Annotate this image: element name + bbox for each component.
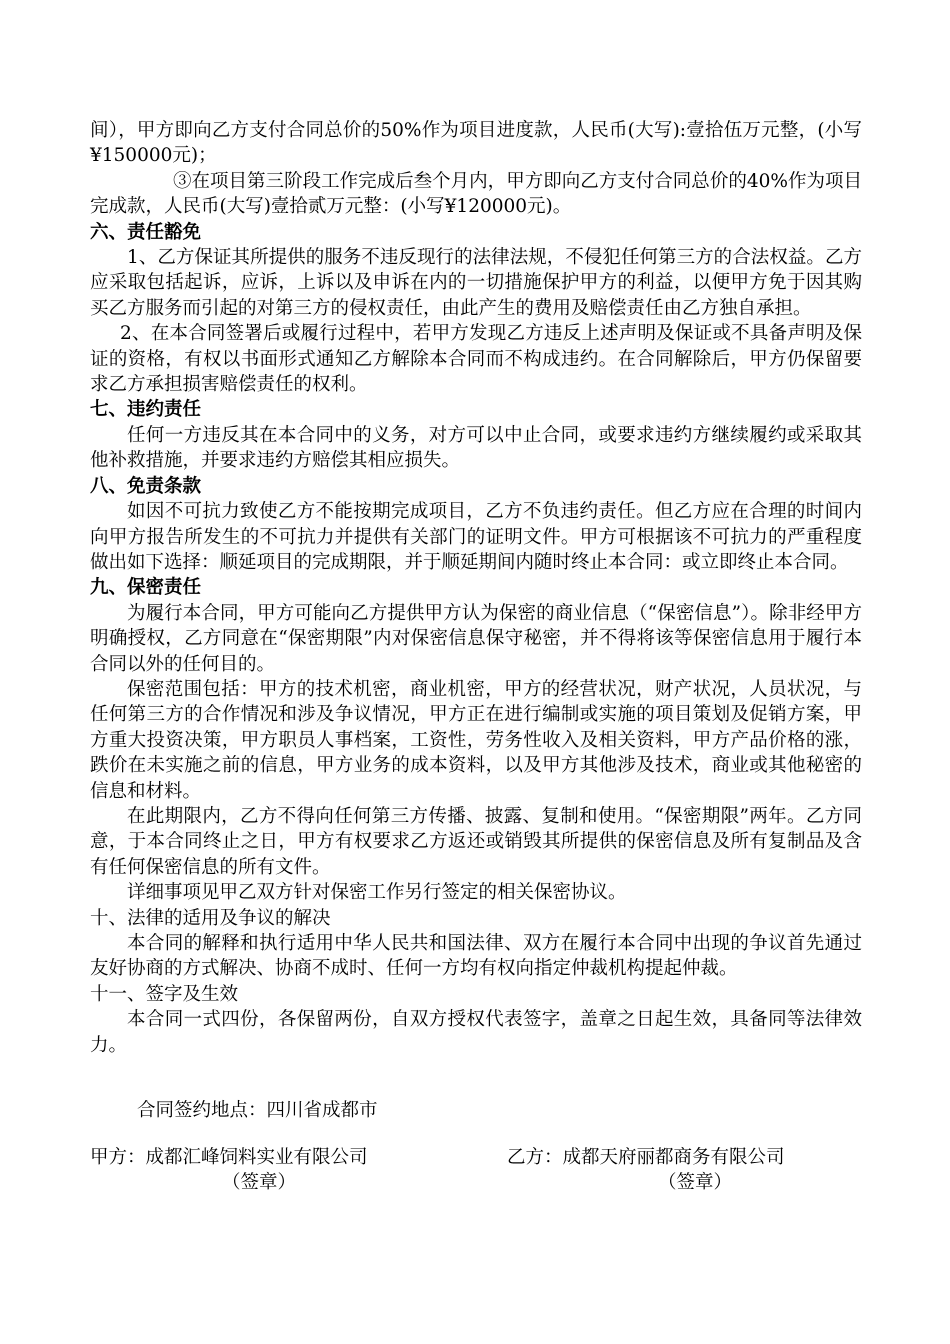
section-title-governing-law: 十、法律的适用及争议的解决 bbox=[90, 907, 331, 929]
governing-law-paragraph: 本合同的解释和执行适用中华人民共和国法律、双方在履行本合同中出现的争议首先通过友好协商的方式解决、协商不成时、任何一方均有权向指定仲裁机构提起仲裁。 bbox=[90, 933, 862, 980]
confidentiality-paragraph-4: 详细事项见甲乙双方针对保密工作另行签定的相关保密协议。 bbox=[127, 882, 627, 904]
section-title-signature-effect: 十一、签字及生效 bbox=[90, 983, 239, 1005]
spacer bbox=[90, 1058, 862, 1098]
party-a-seal: （签章） bbox=[222, 1172, 297, 1194]
signing-location: 合同签约地点：四川省成都市 bbox=[137, 1100, 378, 1122]
force-majeure-paragraph: 如因不可抗力致使乙方不能按期完成项目，乙方不负违约责任。但乙方应在合理的时间内向甲方报告所发生的不可抗力并提供有关部门的证明文件。甲方可根据该不可抗力的严重程度做出如下选择：顺延项目的完成期限，并于顺延期间内随时终止本合同：或立即终止本合同。 bbox=[90, 501, 862, 573]
breach-paragraph: 任何一方违反其在本合同中的义务，对方可以中止合同，或要求违约方继续履约或采取其他补救措施，并要求违约方赔偿其相应损失。 bbox=[90, 424, 862, 472]
party-b-seal: （签章） bbox=[658, 1172, 733, 1194]
signature-effect-paragraph: 本合同一式四份，各保留两份，自双方授权代表签字，盖章之日起生效，具备同等法律效力。 bbox=[90, 1009, 862, 1056]
payment-progress-clause: 间），甲方即向乙方支付合同总价的50%作为项目进度款，人民币(大写):壹拾伍万元整，(小写¥150000元)； bbox=[90, 120, 862, 167]
party-b-name: 乙方：成都天府丽都商务有限公司 bbox=[507, 1147, 785, 1169]
confidentiality-paragraph-1: 为履行本合同，甲方可能向乙方提供甲方认为保密的商业信息（“保密信息”）。除非经甲方明确授权，乙方同意在“保密期限”内对保密信息保守秘密，并不得将该等保密信息用于履行本合同以外的任何目的。 bbox=[90, 602, 862, 675]
section-title-breach: 七、违约责任 bbox=[90, 399, 202, 421]
party-a-name: 甲方：成都汇峰饲料实业有限公司 bbox=[90, 1147, 368, 1169]
contract-page bbox=[90, 118, 862, 1205]
liability-exemption-paragraph-1: 1、乙方保证其所提供的服务不违反现行的法律法规，不侵犯任何第三方的合法权益。乙方应采取包括起诉，应诉，上诉以及申诉在内的一切措施保护甲方的利益，以便甲方免于因其购买乙方服务而引起的对第三方的侵权责任，由此产生的费用及赔偿责任由乙方独自承担。 bbox=[90, 247, 862, 319]
payment-completion-clause: ③在项目第三阶段工作完成后叁个月内，甲方即向乙方支付合同总价的40%作为项目完成款，人民币(大写)壹拾贰万元整：(小写¥120000元)。 bbox=[90, 170, 862, 218]
section-title-force-majeure: 八、免责条款 bbox=[90, 475, 202, 497]
section-title-liability-exemption: 六、责任豁免 bbox=[90, 221, 202, 243]
confidentiality-paragraph-2: 保密范围包括：甲方的技术机密，商业机密，甲方的经营状况，财产状况，人员状况，与任何第三方的合作情况和涉及争议情况，甲方正在进行编制或实施的项目策划及促销方案，甲方重大投资决策，甲方职员人事档案，工资性，劳务性收入及相关资料，甲方产品价格的涨，跌价在未实施之前的信息，甲方业务的成本资料，以及甲方其他涉及技术，商业或其他秘密的信息和材料。 bbox=[90, 678, 862, 802]
section-title-confidentiality: 九、保密责任 bbox=[90, 577, 202, 599]
signature-block bbox=[90, 1145, 862, 1205]
liability-exemption-paragraph-2: 2、在本合同签署后或履行过程中，若甲方发现乙方违反上述声明及保证或不具备声明及保证的资格，有权以书面形式通知乙方解除本合同而不构成违约。在合同解除后，甲方仍保留要求乙方承担损害赔偿责任的权利。 bbox=[90, 323, 862, 396]
confidentiality-paragraph-3: 在此期限内，乙方不得向任何第三方传播、披露、复制和使用。“保密期限”两年。乙方同意，于本合同终止之日，甲方有权要求乙方返还或销毁其所提供的保密信息及所有复制品及含有任何保密信息的所有文件。 bbox=[90, 805, 862, 878]
